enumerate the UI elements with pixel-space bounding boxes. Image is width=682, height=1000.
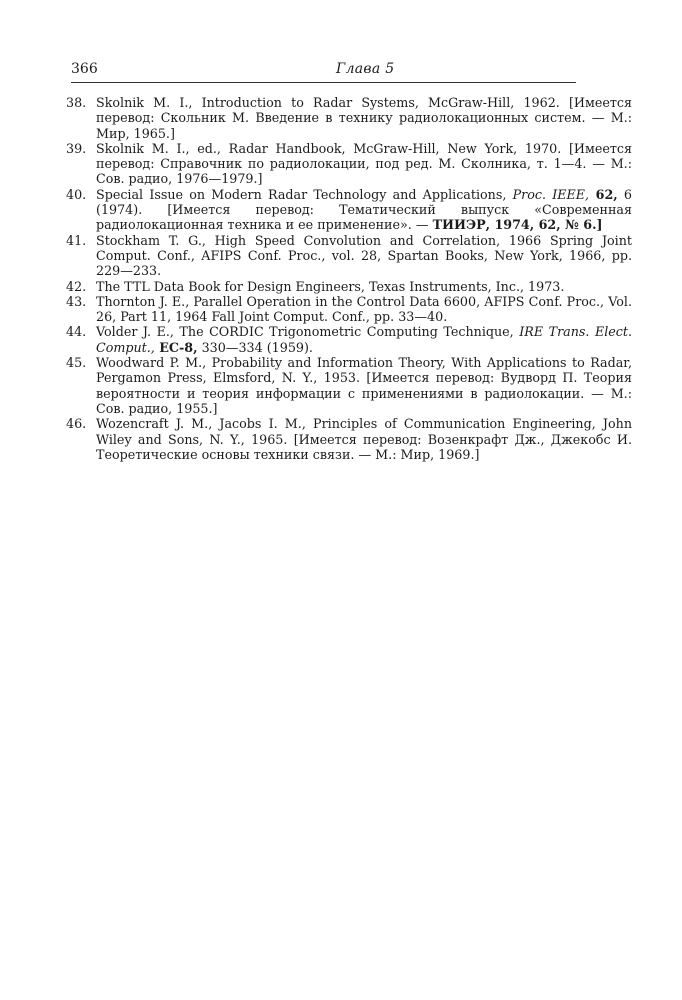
reference-list <box>66 95 632 462</box>
reference-text-segment: Stockham T. G., High Speed Convolution and Correlation, 1966 Spring Joint Comput. Conf., AFIPS Conf. Proc., vol. 28, Spartan Books, New York, 1966, pp. 229—233. <box>96 232 632 279</box>
reference-text <box>96 141 632 187</box>
reference-item <box>66 324 632 355</box>
reference-item <box>66 279 632 294</box>
reference-text <box>96 355 632 416</box>
reference-text-segment: EC-8, <box>154 339 198 355</box>
page-number: 366 <box>71 61 98 77</box>
reference-text-segment: Proc. IEEE, <box>512 186 590 202</box>
reference-text-segment: The TTL Data Book for Design Engineers, Texas Instruments, Inc., 1973. <box>96 278 565 294</box>
chapter-title: Глава 5 <box>336 61 395 77</box>
reference-text-segment: Special Issue on Modern Radar Technology and Applications, <box>96 186 513 202</box>
reference-number: 38. <box>66 95 87 110</box>
reference-text <box>96 416 632 462</box>
reference-text-segment: 330—334 (1959). <box>197 339 313 355</box>
reference-number: 41. <box>66 232 87 248</box>
reference-item <box>66 416 632 462</box>
reference-number: 43. <box>66 293 87 309</box>
reference-text-segment: Skolnik M. I., Introduction to Radar Systems, McGraw-Hill, 1962. [Имеется перевод: Скольник М. Введение в технику радиолокационных систем. — М.: Мир, 1965.] <box>96 95 632 141</box>
reference-item <box>66 233 632 279</box>
reference-text <box>96 233 632 279</box>
reference-item <box>66 95 632 141</box>
reference-number: 39. <box>66 140 87 156</box>
reference-text-segment: Skolnik M. I., ed., Radar Handbook, McGraw-Hill, New York, 1970. [Имеется перевод: Справочник по радиолокации, под ред. М. Сколника, т. 1—4. — М.: Сов. радио, 1976—1979.] <box>96 140 632 187</box>
reference-text <box>96 279 632 294</box>
reference-number: 46. <box>66 416 87 432</box>
reference-text-segment: 62, <box>589 186 618 202</box>
reference-text <box>96 95 632 141</box>
reference-text-segment: 6 (1974). [Имеется перевод: Тематический выпуск «Современная радиолокационная техника и ее применение». — <box>96 186 632 233</box>
reference-text-segment: Volder J. E., The CORDIC Trigonometric Computing Technique, <box>96 324 520 340</box>
reference-text-segment: ТИИЭР, 1974, 62, № 6.] <box>432 217 603 233</box>
page-header <box>71 58 576 83</box>
reference-number: 44. <box>66 324 87 340</box>
reference-text-segment: Woodward P. M., Probability and Information Theory, With Applications to Radar, Pergamon Press, Elmsford, N. Y., 1953. [Имеется перевод: Вудворд П. Теория вероятности и теория информации с применениями в радиолокации. — М.: Сов. радио, 1955.] <box>96 355 632 416</box>
reference-item <box>66 355 632 416</box>
reference-item <box>66 294 632 325</box>
reference-item <box>66 187 632 233</box>
reference-number: 40. <box>66 186 87 202</box>
reference-text-segment: Thornton J. E., Parallel Operation in the Control Data 6600, AFIPS Conf. Proc., Vol. 26, Part 11, 1964 Fall Joint Comput. Conf., pp. 33—40. <box>96 293 632 325</box>
reference-text-segment: IRE Trans. Elect. Comput., <box>96 324 633 355</box>
reference-text <box>96 294 632 325</box>
reference-text <box>96 324 632 355</box>
reference-text <box>96 187 632 233</box>
reference-number: 45. <box>66 355 87 371</box>
reference-text-segment: Wozencraft J. M., Jacobs I. M., Principles of Communication Engineering, John Wiley and Sons, N. Y., 1965. [Имеется перевод: Возенкрафт Дж., Джекобс И. Теоретические основы техники связи. — М.: Мир, 1969.] <box>96 416 632 462</box>
reference-item <box>66 141 632 187</box>
reference-number: 42. <box>66 278 87 294</box>
